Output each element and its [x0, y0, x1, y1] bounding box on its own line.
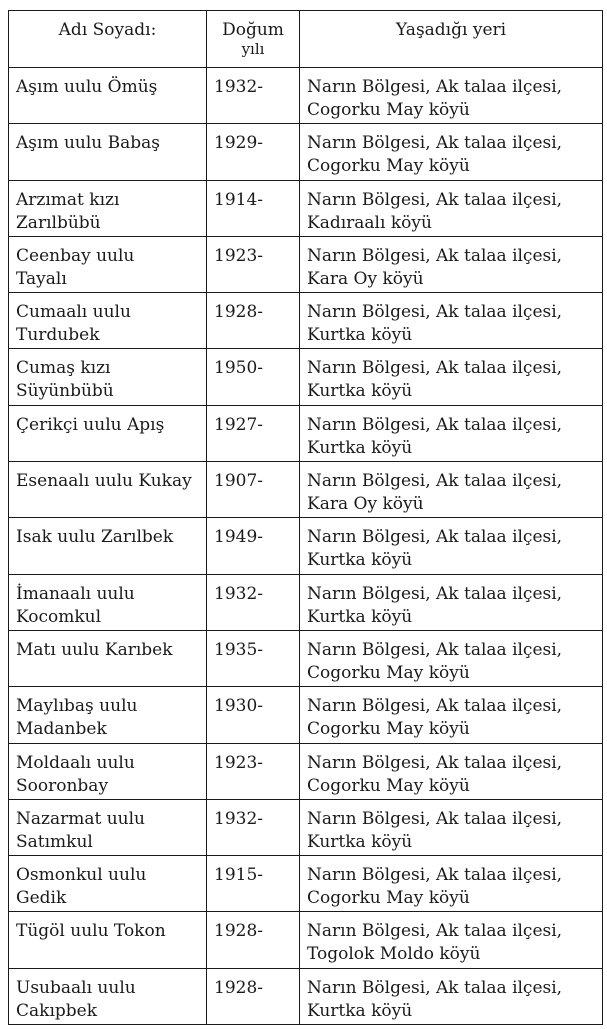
- cell-name-text: Aşım uulu Babaş: [16, 133, 161, 154]
- table-row: [9, 574, 603, 630]
- cell-place: [300, 856, 603, 912]
- cell-name: [9, 349, 207, 405]
- cell-place-text: Narın Bölgesi, Ak talaa ilçesi, Togolok Moldo köyü: [307, 921, 563, 965]
- cell-name-text: İmanaalı uulu Kocomkul: [16, 583, 135, 627]
- cell-birth-year-text: 1928-: [214, 302, 264, 323]
- cell-place: [300, 799, 603, 855]
- cell-name-text: Aşım uulu Ömüş: [16, 77, 158, 97]
- cell-birth-year: [207, 574, 300, 630]
- cell-birth-year: [207, 293, 300, 349]
- cell-place-text: Narın Bölgesi, Ak talaa ilçesi, Kadıraalı köyü: [307, 189, 563, 233]
- cell-place-text: Narın Bölgesi, Ak talaa ilçesi, Cogorku May köyü: [307, 752, 563, 796]
- cell-birth-year-text: 1935-: [214, 639, 264, 660]
- cell-place: [300, 293, 603, 349]
- cell-birth-year-text: 1928-: [214, 921, 264, 942]
- header-birth-line1: Doğum: [222, 20, 284, 40]
- cell-name: [9, 236, 207, 292]
- cell-place: [300, 68, 603, 124]
- cell-birth-year-text: 1923-: [214, 752, 264, 773]
- cell-name-text: Esenaalı uulu Kukay: [16, 471, 192, 492]
- cell-place-text: Narın Bölgesi, Ak talaa ilçesi, Cogorku May köyü: [307, 133, 563, 177]
- cell-name-text: Çerikçi uulu Apış: [16, 414, 165, 435]
- table-row: [9, 968, 603, 1024]
- cell-birth-year-text: 1927-: [214, 414, 264, 435]
- cell-place: [300, 743, 603, 799]
- cell-place: [300, 968, 603, 1024]
- cell-birth-year-text: 1923-: [214, 245, 264, 266]
- cell-place-text: Narın Bölgesi, Ak talaa ilçesi, Kurtka köyü: [307, 583, 563, 627]
- cell-name: [9, 968, 207, 1024]
- table-row: [9, 180, 603, 236]
- cell-name-text: Moldaalı uulu Sooronbay: [16, 752, 135, 796]
- cell-name: [9, 405, 207, 461]
- header-place: Yaşadığı yeri: [300, 11, 603, 68]
- cell-name: [9, 912, 207, 968]
- cell-birth-year: [207, 124, 300, 180]
- cell-name: [9, 630, 207, 686]
- cell-place: [300, 405, 603, 461]
- cell-name-text: Maylıbaş uulu Madanbek: [16, 696, 138, 740]
- table-row: [9, 405, 603, 461]
- cell-place-text: Narın Bölgesi, Ak talaa ilçesi, Kurtka köyü: [307, 977, 563, 1021]
- cell-place: [300, 912, 603, 968]
- cell-birth-year: [207, 180, 300, 236]
- cell-birth-year: [207, 968, 300, 1024]
- table-row: [9, 124, 603, 180]
- cell-name-text: Ceenbay uulu Tayalı: [16, 245, 135, 289]
- cell-name: [9, 124, 207, 180]
- cell-birth-year-text: 1932-: [214, 583, 264, 604]
- cell-place: [300, 687, 603, 743]
- cell-place: [300, 462, 603, 518]
- cell-birth-year: [207, 799, 300, 855]
- cell-birth-year-text: 1930-: [214, 696, 264, 717]
- cell-birth-year: [207, 856, 300, 912]
- cell-name-text: Cumaş kızı Süyünbübü: [16, 358, 114, 402]
- cell-name: [9, 743, 207, 799]
- header-birth-year: [207, 11, 300, 68]
- cell-birth-year-text: 1950-: [214, 358, 264, 379]
- cell-birth-year: [207, 630, 300, 686]
- cell-name: [9, 293, 207, 349]
- people-table: [8, 10, 603, 1025]
- cell-birth-year-text: 1932-: [214, 808, 264, 829]
- table-row: [9, 799, 603, 855]
- cell-birth-year: [207, 687, 300, 743]
- table-row: [9, 912, 603, 968]
- cell-place-text: Narın Bölgesi, Ak talaa ilçesi, Kurtka köyü: [307, 358, 563, 402]
- cell-place-text: Narın Bölgesi, Ak talaa ilçesi, Cogorku May köyü: [307, 696, 563, 740]
- table-row: [9, 462, 603, 518]
- cell-place: [300, 180, 603, 236]
- cell-place: [300, 236, 603, 292]
- cell-name: [9, 687, 207, 743]
- cell-birth-year: [207, 349, 300, 405]
- table-row: [9, 518, 603, 574]
- table-row: [9, 293, 603, 349]
- cell-name-text: Cumaalı uulu Turdubek: [16, 302, 131, 346]
- cell-birth-year: [207, 518, 300, 574]
- cell-birth-year: [207, 236, 300, 292]
- cell-name-text: Matı uulu Karıbek: [16, 639, 173, 660]
- cell-place-text: Narın Bölgesi, Ak talaa ilçesi, Kurtka köyü: [307, 302, 563, 346]
- cell-name: [9, 799, 207, 855]
- cell-birth-year: [207, 912, 300, 968]
- cell-name-text: Osmonkul uulu Gedik: [16, 865, 147, 909]
- header-row: [9, 11, 603, 68]
- table-row: [9, 236, 603, 292]
- cell-place-text: Narın Bölgesi, Ak talaa ilçesi, Kara Oy köyü: [307, 471, 563, 515]
- cell-name: [9, 68, 207, 124]
- cell-birth-year-text: 1907-: [214, 471, 264, 492]
- cell-place-text: Narın Bölgesi, Ak talaa ilçesi, Cogorku May köyü: [307, 639, 563, 683]
- cell-name-text: Usubaalı uulu Cakıpbek: [16, 977, 136, 1021]
- cell-birth-year-text: 1932-: [214, 77, 264, 97]
- cell-place-text: Narın Bölgesi, Ak talaa ilçesi, Cogorku May köyü: [307, 77, 563, 120]
- table-row: [9, 349, 603, 405]
- cell-name: [9, 574, 207, 630]
- cell-birth-year-text: 1928-: [214, 977, 264, 998]
- cell-birth-year: [207, 462, 300, 518]
- cell-place: [300, 518, 603, 574]
- cell-birth-year-text: 1949-: [214, 527, 264, 548]
- cell-place: [300, 630, 603, 686]
- cell-name: [9, 518, 207, 574]
- cell-place-text: Narın Bölgesi, Ak talaa ilçesi, Kurtka köyü: [307, 808, 563, 852]
- cell-name-text: Arzımat kızı Zarılbübü: [16, 189, 120, 233]
- cell-birth-year-text: 1914-: [214, 189, 264, 210]
- cell-birth-year: [207, 743, 300, 799]
- table-row: [9, 630, 603, 686]
- cell-place: [300, 349, 603, 405]
- table-row: [9, 68, 603, 124]
- cell-birth-year: [207, 68, 300, 124]
- cell-birth-year-text: 1929-: [214, 133, 264, 154]
- cell-name: [9, 180, 207, 236]
- cell-place-text: Narın Bölgesi, Ak talaa ilçesi, Kara Oy köyü: [307, 245, 563, 289]
- header-birth-line2: yılı: [241, 40, 265, 58]
- cell-birth-year-text: 1915-: [214, 865, 264, 886]
- table-row: [9, 743, 603, 799]
- cell-place-text: Narın Bölgesi, Ak talaa ilçesi, Kurtka köyü: [307, 414, 563, 458]
- header-name: Adı Soyadı:: [9, 11, 207, 68]
- cell-birth-year: [207, 405, 300, 461]
- cell-name: [9, 856, 207, 912]
- cell-name-text: Isak uulu Zarılbek: [16, 527, 174, 548]
- cell-place: [300, 124, 603, 180]
- cell-name: [9, 462, 207, 518]
- cell-place: [300, 574, 603, 630]
- cell-name-text: Tügöl uulu Tokon: [16, 921, 166, 942]
- cell-place-text: Narın Bölgesi, Ak talaa ilçesi, Cogorku May köyü: [307, 865, 563, 909]
- cell-place-text: Narın Bölgesi, Ak talaa ilçesi, Kurtka köyü: [307, 527, 563, 571]
- table-row: [9, 856, 603, 912]
- cell-name-text: Nazarmat uulu Satımkul: [16, 808, 146, 852]
- table-row: [9, 687, 603, 743]
